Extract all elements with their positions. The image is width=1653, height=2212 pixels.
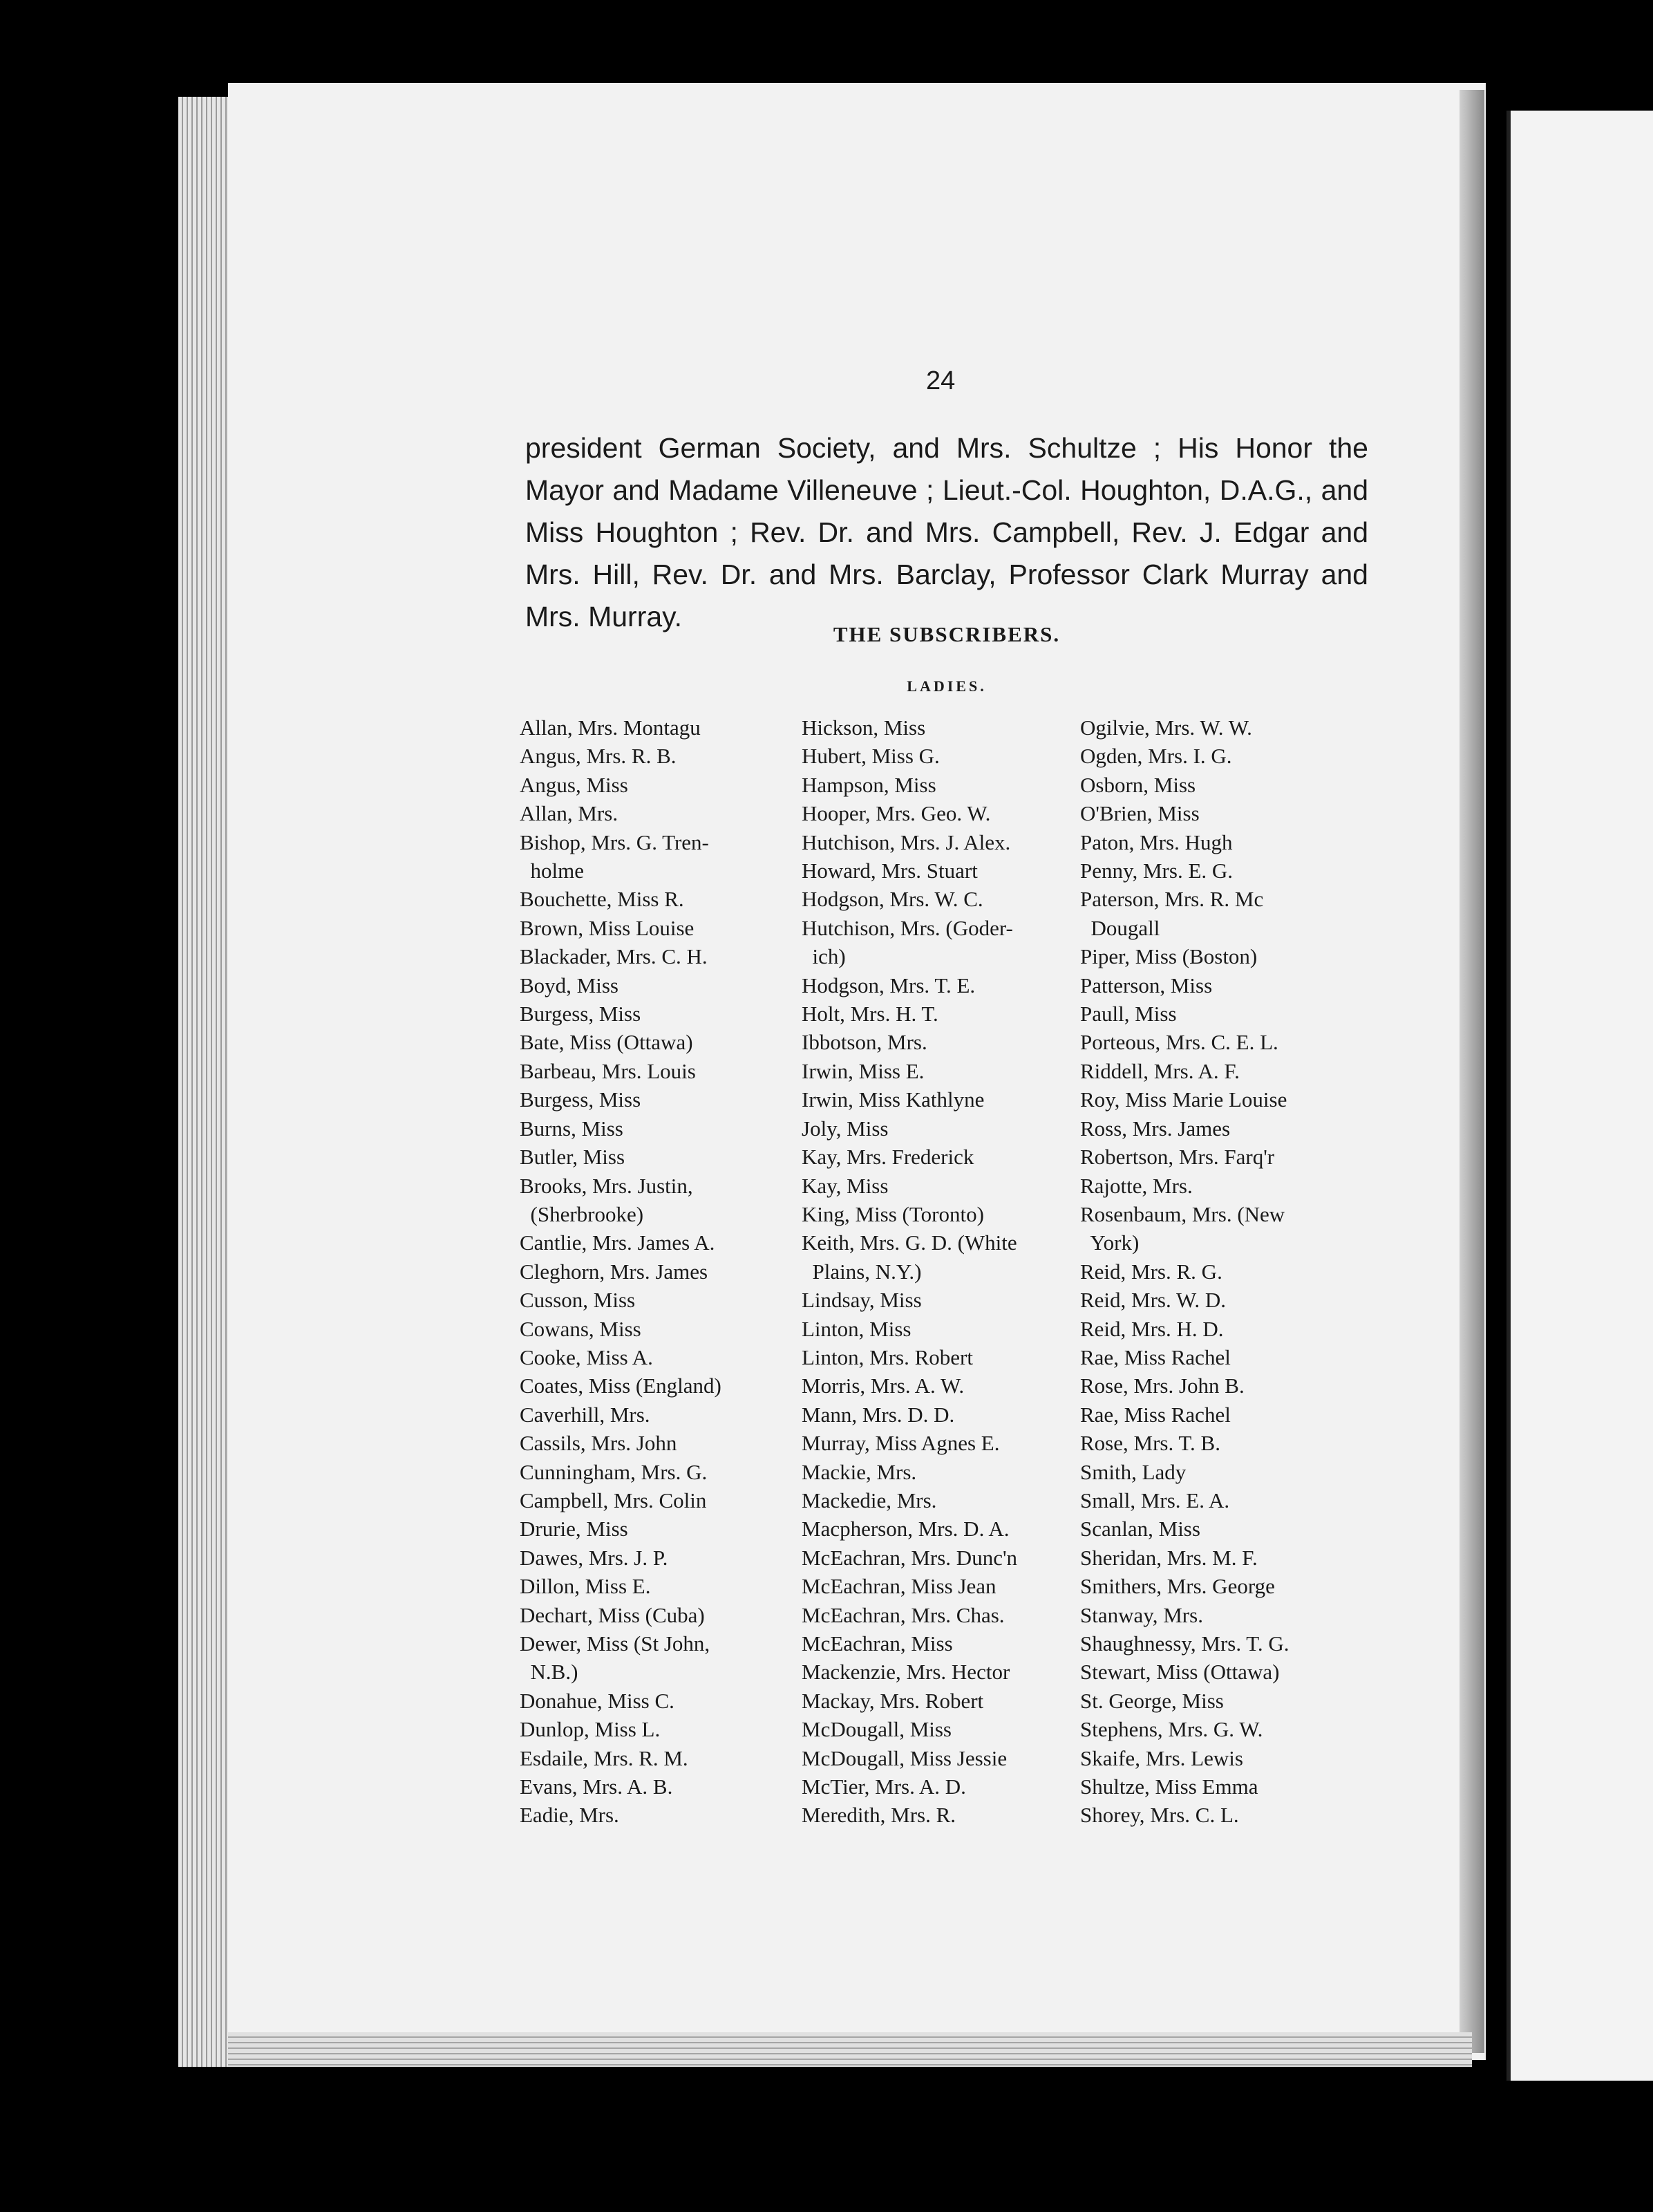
subscriber-entry: Rae, Miss Rachel [1080,1402,1231,1427]
subscriber-entry: Rose, Mrs. T. B. [1080,1431,1220,1456]
subscriber-entry: Burgess, Miss [520,1002,641,1027]
subscriber-entry: O'Brien, Miss [1080,801,1200,826]
subscriber-entry: Stephens, Mrs. G. W. [1080,1717,1263,1742]
subscriber-entry: Blackader, Mrs. C. H. [520,944,708,969]
subscriber-entry: Hubert, Miss G. [802,744,940,769]
subscriber-entry: McDougall, Miss [802,1717,952,1742]
subscriber-entry: Dewer, Miss (St John, [520,1631,710,1656]
subscriber-entry: Boyd, Miss [520,973,618,997]
subscriber-entry: Campbell, Mrs. Colin [520,1488,707,1512]
subscriber-entry: Dougall [1080,915,1160,940]
subscriber-column-1 [520,713,721,1830]
subscriber-entry: Linton, Miss [802,1316,911,1341]
subscriber-entry: Hickson, Miss [802,715,926,740]
subscriber-entry: Angus, Miss [520,772,628,797]
subscriber-entry: Hampson, Miss [802,772,936,797]
subscriber-entry: Barbeau, Mrs. Louis [520,1058,696,1083]
subscriber-entry: Bate, Miss (Ottawa) [520,1030,693,1055]
subscriber-entry: Patterson, Miss [1080,973,1213,997]
subscriber-entry: Kay, Miss [802,1173,889,1198]
subscriber-entry: Eadie, Mrs. [520,1803,619,1828]
subscriber-entry: Dechart, Miss (Cuba) [520,1602,705,1627]
subscriber-entry: York) [1080,1230,1140,1255]
subscriber-entry: Murray, Miss Agnes E. [802,1431,1000,1456]
subscriber-entry: Hodgson, Mrs. W. C. [802,887,983,912]
subscriber-entry: Paterson, Mrs. R. Mc [1080,887,1264,912]
facing-page [1506,111,1653,2081]
subscriber-entry: Stanway, Mrs. [1080,1602,1203,1627]
subscriber-entry: Shaughnessy, Mrs. T. G. [1080,1631,1290,1656]
subscriber-entry: Cusson, Miss [520,1288,636,1313]
subscriber-entry: Allan, Mrs. [520,801,618,826]
subscriber-entry: Rosenbaum, Mrs. (New [1080,1201,1285,1226]
subscriber-entry: Reid, Mrs. H. D. [1080,1316,1224,1341]
subscriber-entry: Reid, Mrs. R. G. [1080,1259,1222,1284]
subscriber-entry: Scanlan, Miss [1080,1517,1200,1541]
subscriber-entry: Dillon, Miss E. [520,1574,651,1599]
subscriber-entry: Rose, Mrs. John B. [1080,1374,1245,1398]
subscriber-entry: Dunlop, Miss L. [520,1717,661,1742]
subscriber-entry: Holt, Mrs. H. T. [802,1002,938,1027]
subscriber-entry: Bouchette, Miss R. [520,887,684,912]
subscriber-entry: McEachran, Miss Jean [802,1574,996,1599]
subscriber-entry: Hutchison, Mrs. (Goder- [802,915,1013,940]
subscriber-entry: Reid, Mrs. W. D. [1080,1288,1226,1313]
subscriber-entry: Sheridan, Mrs. M. F. [1080,1545,1258,1570]
section-title: THE SUBSCRIBERS. [833,622,1061,646]
subscriber-entry: Macpherson, Mrs. D. A. [802,1517,1010,1541]
subscriber-entry: Evans, Mrs. A. B. [520,1774,673,1799]
subscriber-entry: Plains, N.Y.) [802,1259,922,1284]
subscriber-entry: Brown, Miss Louise [520,915,695,940]
subscriber-entry: Joly, Miss [802,1116,889,1141]
subscriber-entry: Stewart, Miss (Ottawa) [1080,1660,1280,1685]
subscriber-entry: Angus, Mrs. R. B. [520,744,677,769]
subscriber-entry: Robertson, Mrs. Farq'r [1080,1145,1275,1170]
subscriber-entry: Drurie, Miss [520,1517,628,1541]
subscriber-entry: Donahue, Miss C. [520,1688,674,1713]
subscriber-entry: Mann, Mrs. D. D. [802,1402,955,1427]
subscriber-entry: Cassils, Mrs. John [520,1431,677,1456]
subscriber-entry: Lindsay, Miss [802,1288,922,1313]
page-number: 24 [926,366,956,395]
subscriber-entry: Ibbotson, Mrs. [802,1030,927,1055]
subscriber-entry: Mackedie, Mrs. [802,1488,937,1512]
subscriber-entry: Hooper, Mrs. Geo. W. [802,801,991,826]
subscriber-entry: Ross, Mrs. James [1080,1116,1231,1141]
subscriber-entry: Porteous, Mrs. C. E. L. [1080,1030,1278,1055]
subscriber-entry: Mackenzie, Mrs. Hector [802,1660,1010,1685]
subscriber-entry: Smith, Lady [1080,1459,1187,1484]
subscriber-entry: McEachran, Mrs. Dunc'n [802,1545,1018,1570]
subscriber-entry: holme [520,859,584,883]
subscriber-entry: St. George, Miss [1080,1688,1224,1713]
subscriber-column-2 [802,713,1017,1830]
subscriber-entry: Smithers, Mrs. George [1080,1574,1275,1599]
subscriber-entry: Small, Mrs. E. A. [1080,1488,1230,1512]
subscriber-entry: Burgess, Miss [520,1087,641,1112]
subscriber-entry: Linton, Mrs. Robert [802,1344,973,1369]
subscriber-entry: Shultze, Miss Emma [1080,1774,1258,1799]
subscriber-entry: Roy, Miss Marie Louise [1080,1087,1287,1112]
subscriber-entry: Esdaile, Mrs. R. M. [520,1745,688,1770]
subscriber-entry: Skaife, Mrs. Lewis [1080,1745,1243,1770]
subscriber-entry: McDougall, Miss Jessie [802,1745,1008,1770]
subscriber-entry: Irwin, Miss Kathlyne [802,1087,985,1112]
subscriber-entry: Kay, Mrs. Frederick [802,1145,974,1170]
subscriber-entry: Cooke, Miss A. [520,1344,653,1369]
section-subtitle: LADIES. [907,677,987,695]
bottom-page-edges [228,2032,1472,2067]
subscriber-entry: McEachran, Mrs. Chas. [802,1602,1005,1627]
subscriber-entry: Morris, Mrs. A. W. [802,1374,965,1398]
subscriber-entry: Shorey, Mrs. C. L. [1080,1803,1239,1828]
subscriber-entry: Cunningham, Mrs. G. [520,1459,708,1484]
subscriber-entry: Allan, Mrs. Montagu [520,715,701,740]
subscriber-entry: Cantlie, Mrs. James A. [520,1230,715,1255]
subscriber-entry: Cowans, Miss [520,1316,641,1341]
subscriber-entry: (Sherbrooke) [520,1201,644,1226]
subscriber-entry: Paull, Miss [1080,1002,1177,1027]
subscriber-entry: Bishop, Mrs. G. Tren- [520,830,709,854]
subscriber-entry: Howard, Mrs. Stuart [802,859,978,883]
subscriber-entry: Osborn, Miss [1080,772,1196,797]
subscriber-entry: McTier, Mrs. A. D. [802,1774,966,1799]
subscriber-entry: Ogden, Mrs. I. G. [1080,744,1232,769]
intro-paragraph: president German Society, and Mrs. Schultze ; His Honor the Mayor and Madame Villeneuve ; Lieut.-Col. Houghton, D.A.G., and Miss Houghton ; Rev. Dr. and Mrs. Campbell, Rev. J. Edgar and Mrs. Hill, Rev. Dr. and Mrs. Barclay, Professor Clark Murray and Mrs. Murray. [525,432,1368,632]
subscriber-entry: Burns, Miss [520,1116,623,1141]
subscriber-entry: King, Miss (Toronto) [802,1201,984,1226]
subscriber-entry: Rajotte, Mrs. [1080,1173,1193,1198]
subscriber-entry: Rae, Miss Rachel [1080,1344,1231,1369]
subscriber-entry: Riddell, Mrs. A. F. [1080,1058,1240,1083]
subscriber-entry: Caverhill, Mrs. [520,1402,650,1427]
subscriber-entry: Meredith, Mrs. R. [802,1803,956,1828]
subscriber-entry: Dawes, Mrs. J. P. [520,1545,668,1570]
subscriber-entry: Coates, Miss (England) [520,1374,721,1398]
gutter-shadow [1460,90,1484,2053]
subscriber-entry: Paton, Mrs. Hugh [1080,830,1233,854]
subscriber-entry: Mackie, Mrs. [802,1459,917,1484]
subscriber-entry: Mackay, Mrs. Robert [802,1688,984,1713]
subscriber-entry: Penny, Mrs. E. G. [1080,859,1234,883]
subscriber-entry: N.B.) [520,1660,578,1685]
subscriber-entry: Cleghorn, Mrs. James [520,1259,708,1284]
subscriber-entry: Piper, Miss (Boston) [1080,944,1258,969]
subscriber-entry: Keith, Mrs. G. D. (White [802,1230,1017,1255]
subscriber-entry: Hodgson, Mrs. T. E. [802,973,976,997]
subscriber-column-3 [1080,713,1290,1830]
subscriber-entry: ich) [802,944,846,969]
subscriber-entry: Ogilvie, Mrs. W. W. [1080,715,1252,740]
subscriber-entry: Butler, Miss [520,1145,625,1170]
subscriber-entry: McEachran, Miss [802,1631,953,1656]
subscriber-entry: Hutchison, Mrs. J. Alex. [802,830,1011,854]
subscriber-entry: Irwin, Miss E. [802,1058,925,1083]
subscriber-entry: Brooks, Mrs. Justin, [520,1173,693,1198]
